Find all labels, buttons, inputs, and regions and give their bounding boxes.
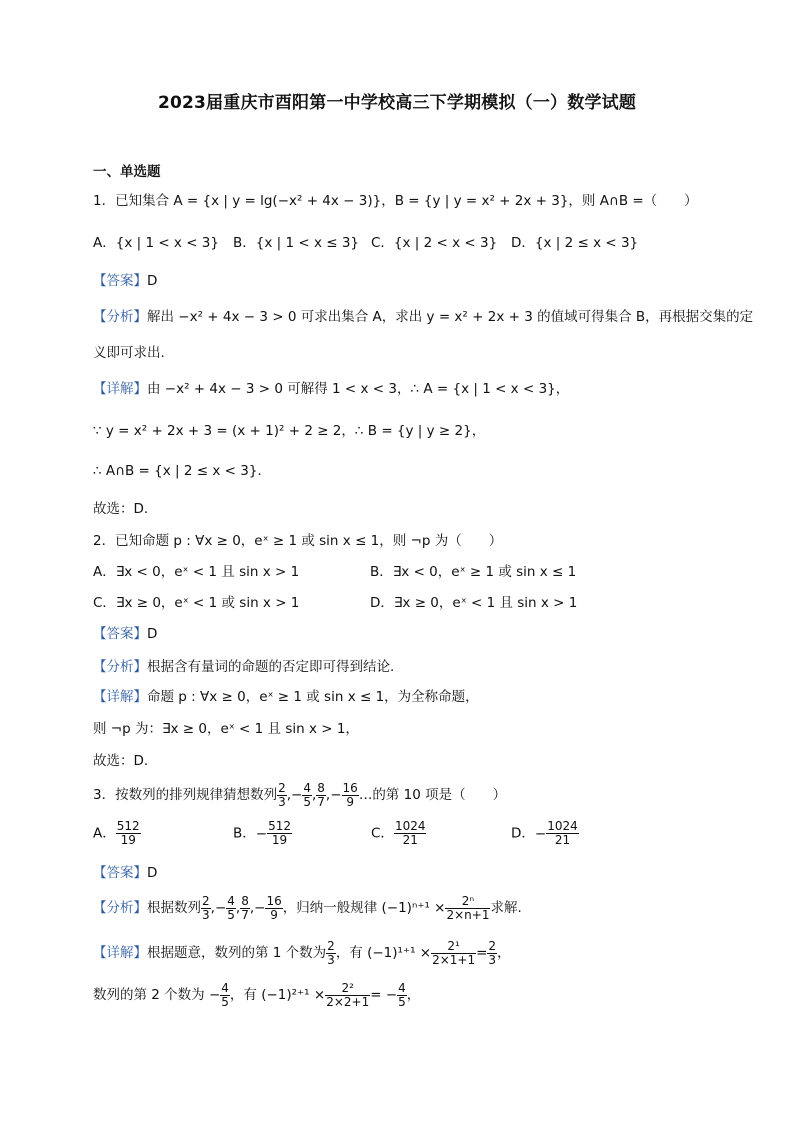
q2-answer-value: D bbox=[147, 626, 158, 642]
seq-term bbox=[254, 893, 283, 922]
option-label: A． bbox=[93, 825, 116, 842]
answer-tag: 【答案】 bbox=[93, 273, 147, 289]
q1-option-a: A．{x | 1 < x < 3} bbox=[93, 235, 219, 251]
frac-numerator: 8 bbox=[317, 780, 325, 795]
q2-stem: 2．已知命题 p : ∀x ≥ 0，eˣ ≥ 1 或 sin x ≤ 1，则 ¬p 为（ ） bbox=[93, 533, 503, 549]
q3-answer bbox=[93, 864, 157, 882]
frac-denominator: 3 bbox=[278, 794, 286, 809]
frac-denominator: 21 bbox=[554, 833, 571, 847]
comma: , bbox=[210, 900, 215, 916]
q2-answer bbox=[93, 625, 157, 643]
q2-detail-text-1: 命题 p : ∀x ≥ 0，eˣ ≥ 1 或 sin x ≤ 1，为全称命题， bbox=[147, 689, 479, 705]
q2-conclusion: 故选：D. bbox=[93, 753, 149, 769]
frac bbox=[116, 820, 141, 847]
option-value bbox=[394, 819, 427, 847]
option-value bbox=[534, 819, 579, 847]
frac-numerator: 2 bbox=[327, 938, 335, 953]
frac-numerator: 2 bbox=[278, 780, 286, 795]
frac-numerator: 2² bbox=[325, 982, 370, 996]
q1-option-c: C．{x | 2 < x < 3} bbox=[371, 235, 498, 251]
q3-detail-2: 数列的第 2 个数为 − $\frac{4}{5}$ ，有 (−1)²⁺¹ × $\frac{\text{2²}}{2\times 2+1}$ = − $\frac{4}{5}$ ， bbox=[93, 980, 421, 1009]
frac-numerator: 16 bbox=[266, 893, 282, 908]
detail-tag: 【详解】 bbox=[93, 945, 147, 961]
frac bbox=[277, 782, 287, 809]
frac-denominator: 3 bbox=[202, 907, 210, 922]
frac-denominator: 7 bbox=[317, 794, 325, 809]
q2-analysis bbox=[93, 658, 394, 676]
q3-seq bbox=[277, 780, 359, 809]
frac-denominator: 2×2+1 bbox=[326, 994, 370, 1009]
frac-numerator: 2 bbox=[202, 893, 210, 908]
q3-answer-value: D bbox=[147, 865, 158, 881]
answer-tag: 【答案】 bbox=[93, 865, 147, 881]
q1-answer bbox=[93, 272, 157, 290]
frac bbox=[342, 782, 359, 809]
frac-denominator: 9 bbox=[270, 907, 278, 922]
analysis-tag: 【分析】 bbox=[93, 309, 147, 325]
q1-options bbox=[93, 234, 713, 252]
sign: − bbox=[214, 900, 227, 916]
frac-denominator: 21 bbox=[402, 833, 418, 847]
q3-detail-2-pre: 数列的第 2 个数为 − bbox=[93, 987, 221, 1003]
frac-numerator: 2ⁿ bbox=[445, 895, 490, 909]
frac-numerator: 4 bbox=[398, 980, 406, 995]
seq-term bbox=[291, 780, 312, 809]
sign: − bbox=[255, 825, 268, 842]
frac-denominator: 5 bbox=[303, 794, 311, 809]
option-label: D． bbox=[511, 825, 535, 842]
frac-numerator: 1024 bbox=[394, 819, 426, 833]
option-label: B． bbox=[233, 825, 256, 842]
q3-analysis bbox=[93, 893, 522, 923]
analysis-tag: 【分析】 bbox=[93, 900, 147, 916]
q2-detail bbox=[93, 688, 479, 706]
q3-analysis-frac bbox=[445, 895, 490, 922]
frac-numerator: 16 bbox=[342, 780, 358, 795]
q2-options-row-1 bbox=[93, 563, 713, 581]
frac-denominator: 19 bbox=[120, 833, 136, 847]
q1-detail-text-2: ∵ y = x² + 2x + 3 = (x + 1)² + 2 ≥ 2，∴ B = {y | y ≥ 2}， bbox=[93, 423, 486, 439]
frac bbox=[302, 782, 312, 809]
q1-analysis bbox=[93, 308, 753, 326]
q1-stem: 1．已知集合 A = {x | y = lg(−x² + 4x − 3)}，B = {y | y = x² + 2x + 3}，则 A∩B =（ ） bbox=[93, 193, 698, 209]
frac-denominator: 5 bbox=[221, 994, 229, 1009]
sign: − bbox=[254, 900, 266, 916]
q1-analysis-text-2: 义即可求出. bbox=[93, 345, 165, 361]
q3-option-c bbox=[371, 820, 426, 847]
q3-option-b bbox=[233, 820, 292, 847]
q2-analysis-text: 根据含有量词的命题的否定即可得到结论. bbox=[147, 659, 395, 675]
comma: , bbox=[286, 787, 292, 803]
q3-detail-1-pre: 根据题意，数列的第 1 个数为 bbox=[147, 945, 327, 961]
q2-options-row-2 bbox=[93, 594, 713, 612]
frac-numerator: 512 bbox=[116, 819, 140, 833]
option-value bbox=[116, 819, 141, 847]
q1-detail-text-1: 由 −x² + 4x − 3 > 0 可解得 1 < x < 3，∴ A = {x | 1 < x < 3}， bbox=[147, 381, 570, 397]
q1-option-d: D．{x | 2 ≤ x < 3} bbox=[511, 235, 639, 251]
q3-stem bbox=[93, 780, 506, 810]
frac-denominator: 19 bbox=[271, 833, 288, 847]
option-value bbox=[255, 819, 292, 847]
frac bbox=[220, 982, 230, 1009]
frac bbox=[240, 895, 250, 922]
comma: , bbox=[235, 900, 241, 916]
q2-option-d: D．∃x ≥ 0，eˣ < 1 且 sin x > 1 bbox=[370, 595, 578, 611]
frac-numerator: 4 bbox=[227, 893, 235, 908]
frac bbox=[316, 782, 326, 809]
q3-detail-1: 【详解】根据题意，数列的第 1 个数为 $\frac{2}{3}$ ，有 (−1)¹⁺¹ × $\frac{\text{2¹}}{2\times 1+1}$ = $\frac{2}{3}$ ， bbox=[93, 938, 511, 967]
analysis-tag: 【分析】 bbox=[93, 659, 147, 675]
q3-analysis-seq bbox=[201, 893, 283, 922]
q2-option-c: C．∃x ≥ 0，eˣ < 1 或 sin x > 1 bbox=[93, 595, 300, 611]
frac bbox=[226, 895, 236, 922]
frac-denominator: 5 bbox=[398, 994, 406, 1009]
frac bbox=[394, 820, 427, 847]
frac bbox=[487, 940, 497, 967]
detail-tag: 【详解】 bbox=[93, 381, 147, 397]
q1-conclusion: 故选：D. bbox=[93, 501, 149, 517]
section-heading: 一、单选题 bbox=[93, 164, 161, 180]
seq-term bbox=[330, 780, 359, 809]
q1-option-b: B．{x | 1 < x ≤ 3} bbox=[233, 235, 360, 251]
comma: , bbox=[249, 900, 255, 916]
frac-numerator: 512 bbox=[268, 819, 291, 833]
option-label: C． bbox=[371, 825, 394, 842]
answer-tag: 【答案】 bbox=[93, 626, 147, 642]
seq-term bbox=[201, 893, 211, 922]
q3-detail-2-post: = − bbox=[370, 987, 398, 1003]
q1-answer-value: D bbox=[147, 273, 158, 289]
frac-denominator: 2×1+1 bbox=[432, 952, 476, 967]
seq-term bbox=[277, 780, 287, 809]
q1-analysis-text-1: 解出 −x² + 4x − 3 > 0 可求出集合 A，求出 y = x² + 2x + 3 的值域可得集合 B，再根据交集的定 bbox=[147, 309, 754, 325]
q3-detail-2-mid: ，有 (−1)²⁺¹ × bbox=[229, 987, 326, 1003]
frac-numerator: 4 bbox=[303, 780, 311, 795]
frac bbox=[326, 940, 336, 967]
comma: , bbox=[325, 787, 331, 803]
frac bbox=[397, 982, 407, 1009]
q1-detail bbox=[93, 380, 569, 398]
frac bbox=[546, 820, 579, 847]
frac-numerator: 4 bbox=[221, 980, 229, 995]
frac bbox=[201, 895, 211, 922]
page-title: 2023届重庆市酉阳第一中学校高三下学期模拟（一）数学试题 bbox=[157, 93, 637, 113]
frac-numerator: 1024 bbox=[547, 819, 578, 833]
q3-detail-1-post: = bbox=[476, 945, 488, 961]
frac bbox=[265, 895, 282, 922]
sign: − bbox=[330, 787, 342, 803]
frac-denominator: 7 bbox=[241, 907, 249, 922]
frac-denominator: 2×n+1 bbox=[446, 907, 490, 922]
sign: − bbox=[534, 825, 547, 842]
q3-option-d bbox=[511, 820, 579, 847]
q3-analysis-pre: 根据数列 bbox=[147, 900, 201, 916]
comma: , bbox=[311, 787, 317, 803]
frac bbox=[431, 940, 476, 967]
frac-numerator: 8 bbox=[241, 893, 249, 908]
q3-analysis-mid: ，归纳一般规律 (−1)ⁿ⁺¹ × bbox=[282, 900, 446, 916]
frac bbox=[267, 820, 292, 847]
q3-detail-1-mid: ，有 (−1)¹⁺¹ × bbox=[335, 945, 432, 961]
q1-detail-text-3: ∴ A∩B = {x | 2 ≤ x < 3}. bbox=[93, 463, 262, 479]
seq-term bbox=[316, 780, 326, 809]
q2-option-b: B．∃x < 0，eˣ ≥ 1 或 sin x ≤ 1 bbox=[370, 564, 577, 580]
seq-term bbox=[214, 893, 236, 922]
detail-tag: 【详解】 bbox=[93, 689, 147, 705]
frac bbox=[325, 982, 370, 1009]
frac-denominator: 9 bbox=[346, 794, 354, 809]
seq-term bbox=[240, 893, 250, 922]
frac-denominator: 5 bbox=[227, 907, 235, 922]
sign: − bbox=[291, 787, 303, 803]
frac-numerator: 2¹ bbox=[431, 940, 476, 954]
q3-stem-pre: 3．按数列的排列规律猜想数列 bbox=[93, 787, 278, 803]
q3-analysis-post: 求解. bbox=[490, 900, 522, 916]
frac-denominator: 3 bbox=[488, 952, 497, 967]
q3-stem-post: …的第 10 项是（ ） bbox=[358, 787, 507, 803]
q3-options bbox=[93, 820, 713, 854]
q2-option-a: A．∃x < 0，eˣ < 1 且 sin x > 1 bbox=[93, 564, 300, 580]
q2-detail-text-2: 则 ¬p 为：∃x ≥ 0，eˣ < 1 且 sin x > 1， bbox=[93, 721, 359, 737]
frac-numerator: 2 bbox=[488, 938, 497, 953]
q3-option-a bbox=[93, 820, 141, 847]
frac-denominator: 3 bbox=[327, 952, 335, 967]
